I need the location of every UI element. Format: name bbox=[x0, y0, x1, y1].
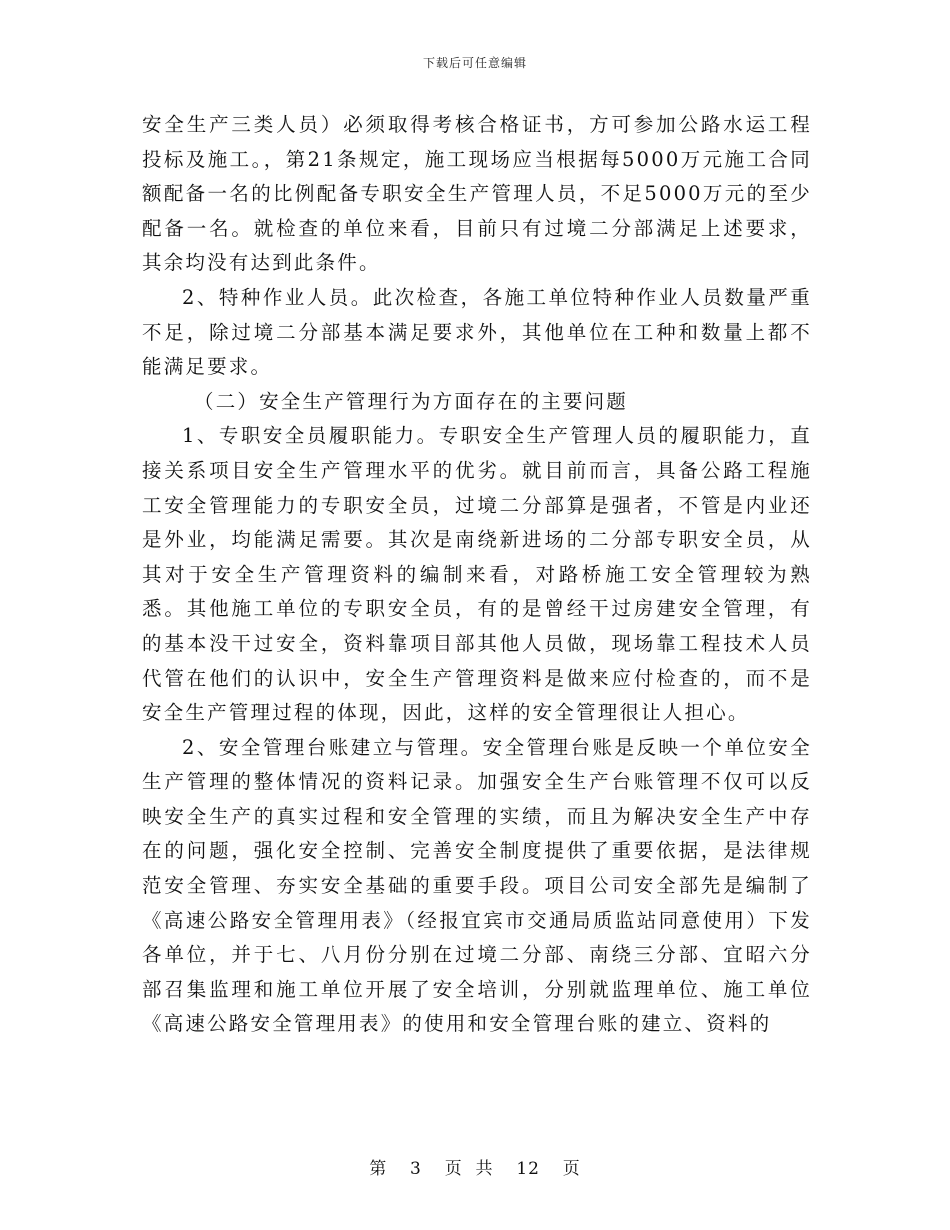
footer-suffix: 页 bbox=[562, 1159, 581, 1179]
page-footer bbox=[0, 1154, 950, 1179]
page-header: 下载后可任意编辑 bbox=[422, 56, 527, 70]
paragraph-2: 2、特种作业人员。此次检查，各施工单位特种作业人员数量严重不足，除过境二分部基本满足要求外，其他单位在工种和数量上都不能满足要求。 bbox=[142, 285, 812, 379]
document-body bbox=[142, 108, 812, 1042]
paragraph-3: 1、专职安全员履职能力。专职安全生产管理人员的履职能力，直接关系项目安全生产管理水平的优劣。就目前而言，具备公路工程施工安全管理能力的专职安全员，过境二分部算是强者，不管是内业还是外业，均能满足需要。其次是南绕新进场的二分部专职安全员，从其对于安全生产管理资料的编制来看，对路桥施工安全管理较为熟悉。其他施工单位的专职安全员，有的是曾经干过房建安全管理，有的基本没干过安全，资料靠项目部其他人员做，现场靠工程技术人员代管在他们的认识中，安全生产管理资料是做来应付检查的，而不是安全生产管理过程的体现，因此，这样的安全管理很让人担心。 bbox=[142, 424, 812, 725]
paragraph-4: 2、安全管理台账建立与管理。安全管理台账是反映一个单位安全生产管理的整体情况的资料记录。加强安全生产台账管理不仅可以反映安全生产的真实过程和安全管理的实绩，而且为解决安全生产中存在的问题，强化安全控制、完善安全制度提供了重要依据，是法律规范安全管理、夯实安全基础的重要手段。项目公司安全部先是编制了《高速公路安全管理用表》（经报宜宾市交通局质监站同意使用）下发各单位，并于七、八月份分别在过境二分部、南绕三分部、宜昭六分部召集监理和施工单位开展了安全培训，分别就监理单位、施工单位《高速公路安全管理用表》的使用和安全管理台账的建立、资料的 bbox=[142, 735, 812, 1036]
footer-prefix: 第 bbox=[369, 1159, 388, 1179]
paragraph-1: 安全生产三类人员）必须取得考核合格证书，方可参加公路水运工程投标及施工。，第21条规定，施工现场应当根据每5000万元施工合同额配备一名的比例配备专职安全生产管理人员，不足5000万元的至少配备一名。就检查的单位来看，目前只有过境二分部满足上述要求，其余均没有达到此条件。 bbox=[142, 113, 812, 275]
section-heading: （二）安全生产管理行为方面存在的主要问题 bbox=[194, 389, 629, 413]
footer-middle: 页 共 bbox=[444, 1159, 494, 1179]
footer-current-page: 3 bbox=[410, 1159, 422, 1179]
footer-total-pages: 12 bbox=[516, 1159, 540, 1179]
